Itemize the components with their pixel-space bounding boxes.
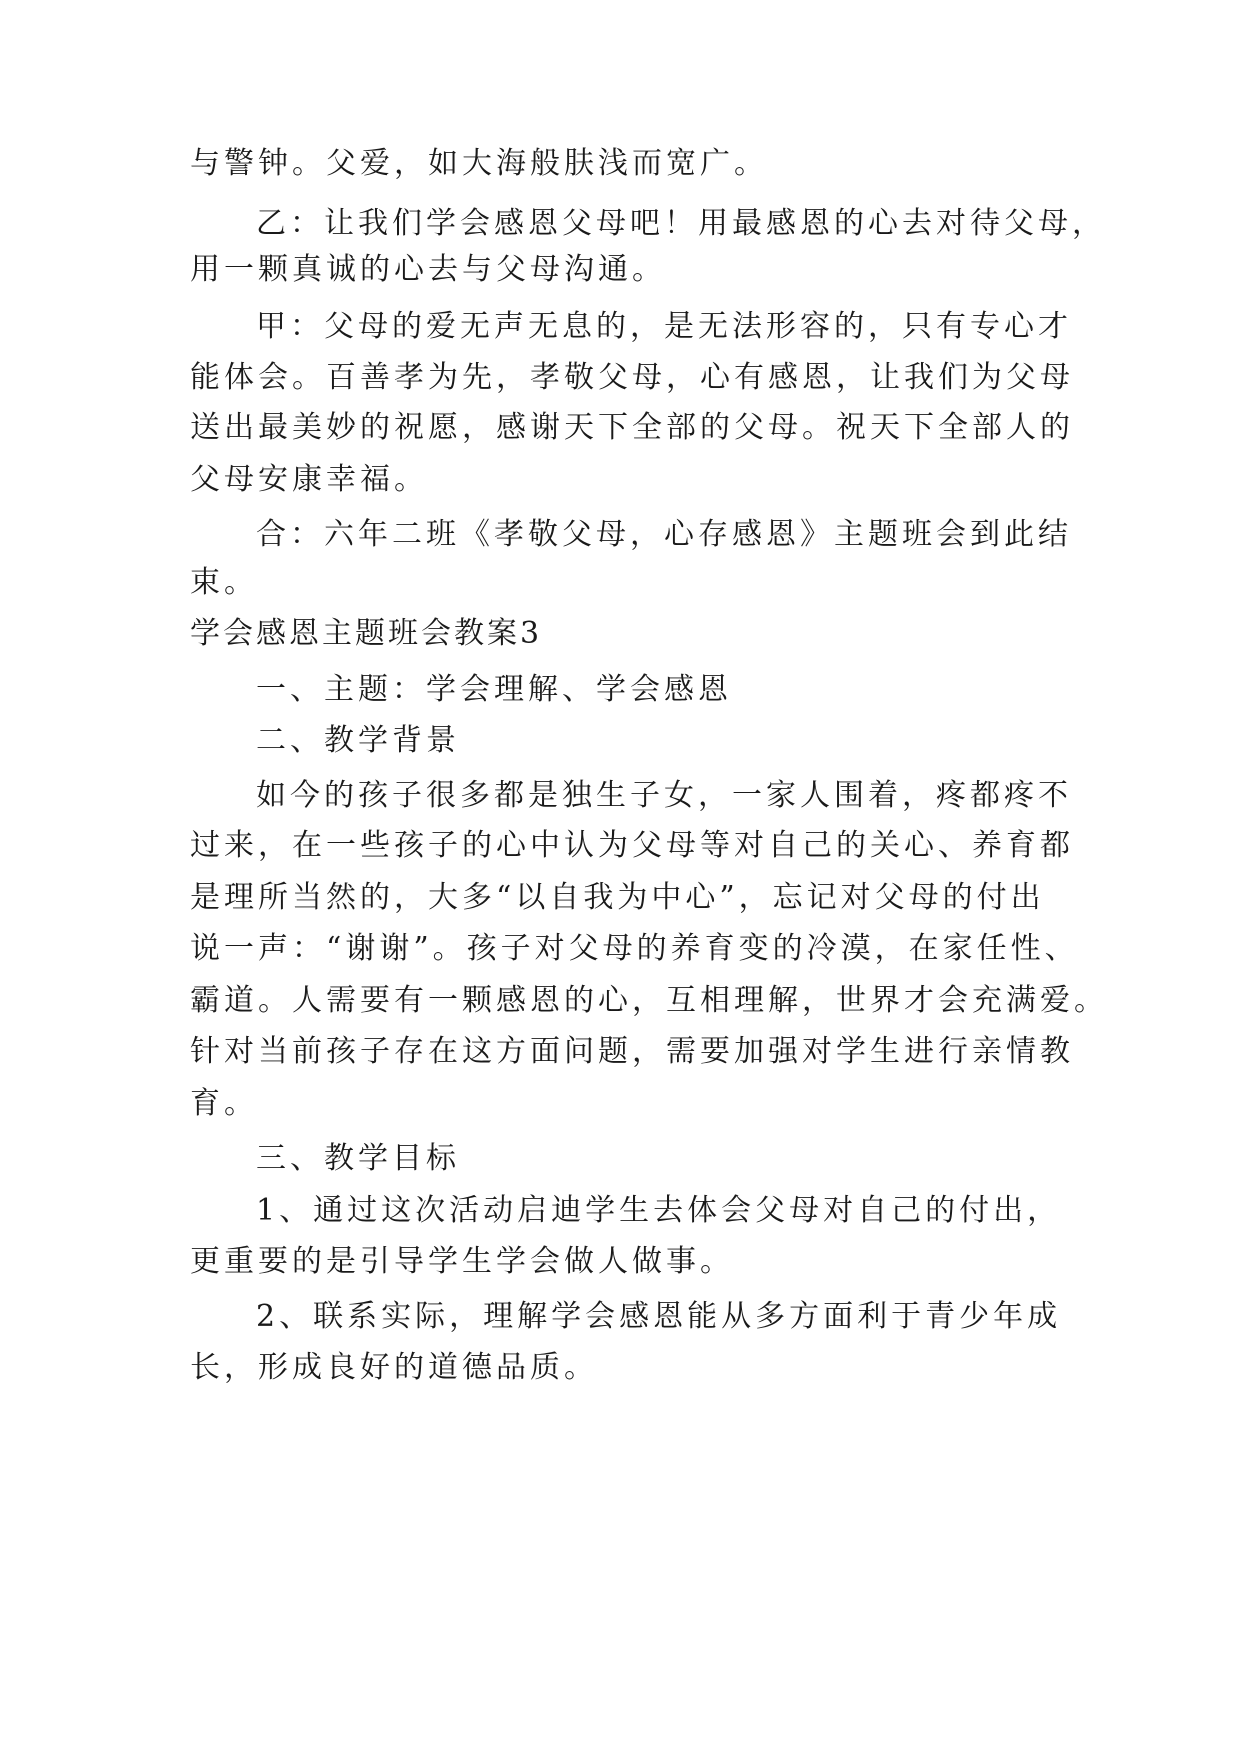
paragraph-line: 长，形成良好的道德品质。 [190, 1350, 598, 1385]
paragraph-line: 更重要的是引导学生学会做人做事。 [190, 1244, 734, 1279]
paragraph-line: 用一颗真诚的心去与父母沟通。 [190, 252, 666, 287]
paragraph-line: 说一声：“谢谢”。孩子对父母的养育变的冷漠，在家任性、 [190, 931, 1079, 966]
paragraph-line: 束。 [190, 565, 258, 600]
paragraph-line: 霸道。人需要有一颗感恩的心，互相理解，世界才会充满爱。 [190, 983, 1108, 1018]
paragraph-line: 乙：让我们学会感恩父母吧！用最感恩的心去对待父母， [256, 206, 1106, 241]
section-heading: 学会感恩主题班会教案3 [190, 616, 543, 651]
paragraph-line: 能体会。百善孝为先，孝敬父母，心有感恩，让我们为父母 [190, 360, 1074, 395]
paragraph-line: 送出最美妙的祝愿，感谢天下全部的父母。祝天下全部人的 [190, 410, 1074, 445]
paragraph-line: 甲：父母的爱无声无息的，是无法形容的，只有专心才 [256, 309, 1072, 344]
paragraph-line: 育。 [190, 1086, 258, 1121]
paragraph-line: 三、教学目标 [256, 1141, 460, 1176]
paragraph-line: 2、联系实际，理解学会感恩能从多方面利于青少年成 [256, 1299, 1062, 1334]
paragraph-line: 与警钟。父爱，如大海般肤浅而宽广。 [190, 146, 768, 181]
paragraph-line: 二、教学背景 [256, 723, 460, 758]
paragraph-line: 一、主题：学会理解、学会感恩 [256, 672, 732, 707]
paragraph-line: 是理所当然的，大多“以自我为中心”，忘记对父母的付出 [190, 880, 1045, 915]
paragraph-line: 父母安康幸福。 [190, 462, 428, 497]
paragraph-line: 合：六年二班《孝敬父母，心存感恩》主题班会到此结 [256, 517, 1072, 552]
paragraph-line: 如今的孩子很多都是独生子女，一家人围着，疼都疼不 [256, 778, 1072, 813]
paragraph-line: 过来，在一些孩子的心中认为父母等对自己的关心、养育都 [190, 828, 1074, 863]
paragraph-line: 1、通过这次活动启迪学生去体会父母对自己的付出， [256, 1193, 1062, 1228]
paragraph-line: 针对当前孩子存在这方面问题，需要加强对学生进行亲情教 [190, 1034, 1074, 1069]
